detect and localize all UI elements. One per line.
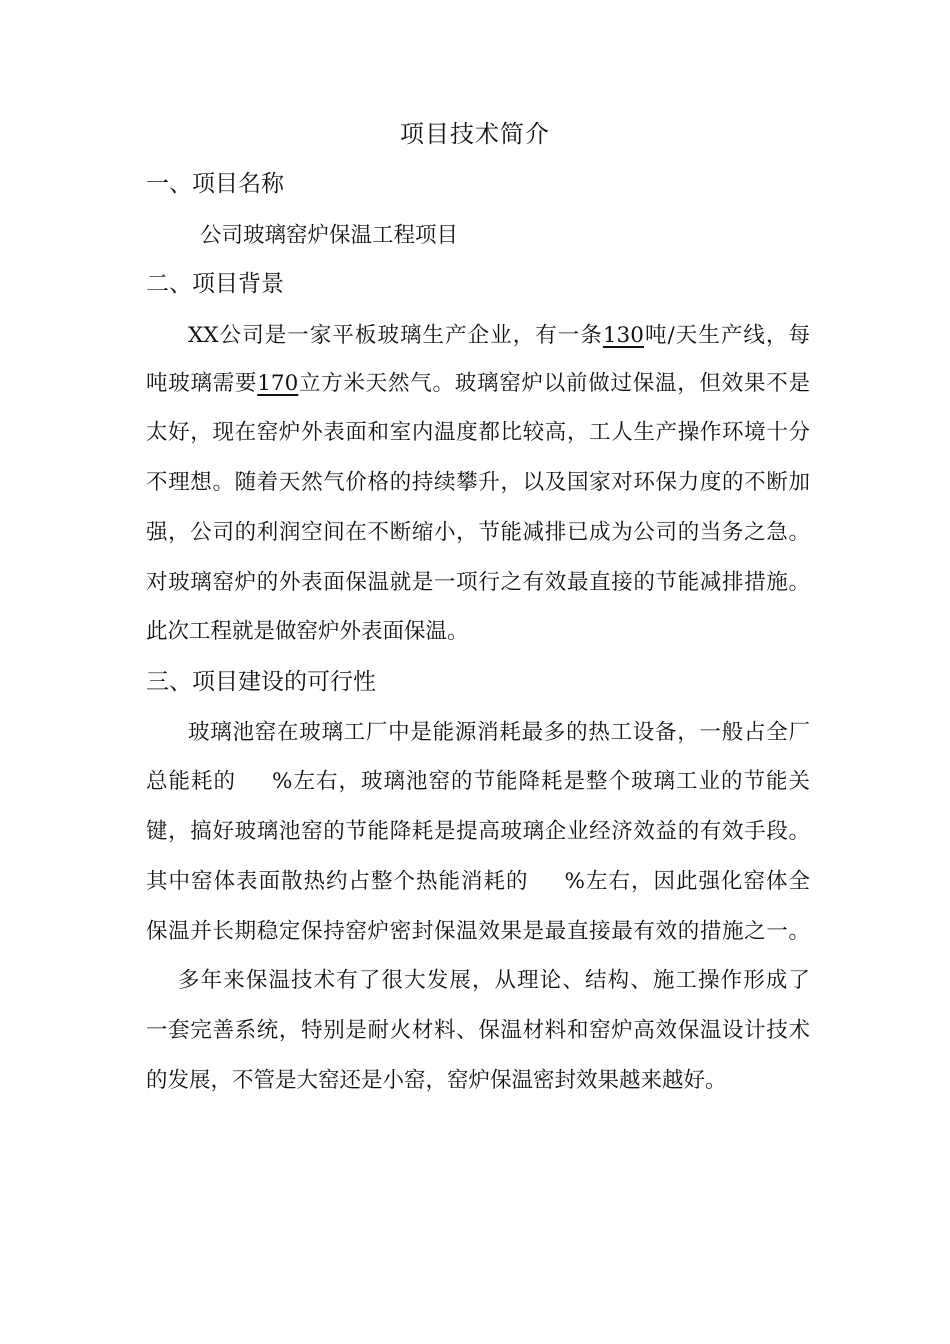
background-line-3: 太好，现在窑炉外表面和室内温度都比较高，工人生产操作环境十分: [146, 420, 810, 445]
gas-value: 170: [257, 371, 299, 396]
background-line-2-pre: 吨玻璃需要: [146, 371, 258, 396]
feasibility-line-2-pre: 总能耗的: [146, 769, 237, 794]
feasibility-line-5: 保温并长期稳定保持窑炉密封保温效果是最直接最有效的措施之一。: [146, 919, 810, 944]
feasibility-line-4: [146, 867, 810, 897]
feasibility-p2-line-3: 的发展，不管是大窑还是小窑，窑炉保温密封效果越来越好。: [146, 1068, 727, 1093]
document-title: 项目技术简介: [400, 120, 550, 148]
feasibility-line-4-post: %左右，因此强化窑体全: [564, 869, 810, 894]
capacity-value: 130: [602, 323, 644, 348]
background-line-4: 不理想。随着天然气价格的持续攀升，以及国家对环保力度的不断加: [146, 470, 810, 495]
background-line-2-post: 立方米天然气。玻璃窑炉以前做过保温，但效果不是: [298, 371, 810, 396]
background-line-7: 此次工程就是做窑炉外表面保温。: [146, 619, 469, 644]
feasibility-p2-line-2: 一套完善系统，特别是耐火材料、保温材料和窑炉高效保温设计技术: [146, 1018, 810, 1043]
feasibility-line-3: 键，搞好玻璃池窑的节能降耗是提高玻璃企业经济效益的有效手段。: [146, 819, 810, 844]
feasibility-line-2-post: %左右，玻璃池窑的节能降耗是整个玻璃工业的节能关: [272, 769, 810, 794]
project-name-text: 公司玻璃窑炉保温工程项目: [200, 223, 459, 248]
section-heading-feasibility: 三、项目建设的可行性: [146, 669, 376, 695]
background-line-5: 强，公司的利润空间在不断缩小，节能减排已成为公司的当务之急。: [146, 520, 810, 545]
feasibility-line-4-pre: 其中窑体表面散热约占整个热能消耗的: [146, 869, 529, 894]
feasibility-line-1: 玻璃池窑在玻璃工厂中是能源消耗最多的热工设备，一般占全厂: [188, 720, 810, 745]
background-line-6: 对玻璃窑炉的外表面保温就是一项行之有效最直接的节能减排措施。: [146, 570, 810, 595]
background-line-1-post: 吨/天生产线，每: [643, 323, 810, 348]
feasibility-line-2: [146, 767, 810, 797]
feasibility-p2-line-1: 多年来保温技术有了很大发展，从理论、结构、施工操作形成了: [178, 968, 810, 993]
section-heading-background: 二、项目背景: [146, 271, 284, 297]
background-line-2: [146, 369, 810, 399]
background-line-1-pre: XX公司是一家平板玻璃生产企业，有一条: [188, 323, 603, 348]
background-line-1: [188, 321, 810, 351]
section-heading-project-name: 一、项目名称: [146, 171, 284, 197]
